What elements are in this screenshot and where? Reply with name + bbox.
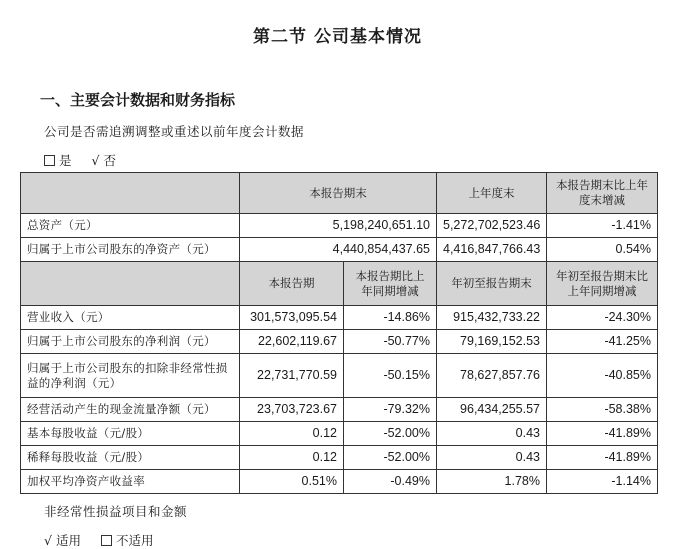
financial-data-table [20,172,658,494]
header-period-end: 本报告期末 [240,173,437,214]
row-label: 归属于上市公司股东的净利润（元） [21,330,240,354]
cell-value: -79.32% [344,398,437,422]
row-label: 加权平均净资产收益率 [21,470,240,494]
cell-value: -0.49% [344,470,437,494]
header-ytd: 年初至报告期末 [437,262,547,306]
cell-value: -52.00% [344,446,437,470]
header-period-change: 本报告期比上年同期增减 [344,262,437,306]
cell-value: -52.00% [344,422,437,446]
cell-value: 96,434,255.57 [437,398,547,422]
cell-value: 5,198,240,651.10 [240,214,437,238]
option-apply-label: 适用 [55,533,81,548]
cell-value: 78,627,857.76 [437,354,547,398]
table-header-row-2 [21,262,658,306]
cell-value: -41.25% [547,330,658,354]
table-row [21,306,658,330]
option-not-apply-label: 不适用 [115,533,154,548]
header-change-vs-prior-year-end: 本报告期末比上年度末增减 [547,173,658,214]
option-no-label: 否 [103,153,116,168]
cell-value: 0.12 [240,422,344,446]
cell-value: 915,432,733.22 [437,306,547,330]
table-header-row-1 [21,173,658,214]
table-row [21,214,658,238]
non-recurring-options [44,531,153,549]
header-blank-cell [21,262,240,306]
cell-value: 4,416,847,766.43 [437,238,547,262]
checkbox-empty-icon [101,535,112,546]
table-row [21,238,658,262]
check-mark-icon: √ [44,533,52,548]
header-blank-cell [21,173,240,214]
row-label: 基本每股收益（元/股） [21,422,240,446]
row-label: 归属于上市公司股东的扣除非经常性损益的净利润（元） [21,354,240,398]
cell-value: 301,573,095.54 [240,306,344,330]
table-row [21,398,658,422]
header-ytd-change: 年初至报告期末比上年同期增减 [547,262,658,306]
table-row [21,470,658,494]
checkbox-empty-icon [44,155,55,166]
restatement-options [44,151,116,169]
cell-value: 0.43 [437,446,547,470]
cell-value: -50.77% [344,330,437,354]
cell-value: 0.51% [240,470,344,494]
header-current-period: 本报告期 [240,262,344,306]
cell-value: -41.89% [547,446,658,470]
table-row [21,354,658,398]
cell-value: 23,703,723.67 [240,398,344,422]
check-mark-icon: √ [91,153,100,168]
row-label: 归属于上市公司股东的净资产（元） [21,238,240,262]
cell-value: -1.14% [547,470,658,494]
cell-value: 22,602,119.67 [240,330,344,354]
row-label: 营业收入（元） [21,306,240,330]
table-row [21,330,658,354]
row-label: 经营活动产生的现金流量净额（元） [21,398,240,422]
heading: 一、主要会计数据和财务指标 [40,91,236,109]
cell-value: -50.15% [344,354,437,398]
section-title: 第二节 公司基本情况 [253,27,422,47]
cell-value: 22,731,770.59 [240,354,344,398]
cell-value: 0.43 [437,422,547,446]
cell-value: -58.38% [547,398,658,422]
cell-value: 1.78% [437,470,547,494]
cell-value: -1.41% [547,214,658,238]
cell-value: -24.30% [547,306,658,330]
cell-value: 0.12 [240,446,344,470]
cell-value: -40.85% [547,354,658,398]
table-row [21,422,658,446]
non-recurring-items-heading: 非经常性损益项目和金额 [44,504,188,519]
cell-value: 4,440,854,437.65 [240,238,437,262]
restatement-question: 公司是否需追溯调整或重述以前年度会计数据 [44,124,305,139]
cell-value: 5,272,702,523.46 [437,214,547,238]
header-prior-year-end: 上年度末 [437,173,547,214]
cell-value: -14.86% [344,306,437,330]
row-label: 稀释每股收益（元/股） [21,446,240,470]
option-yes-label: 是 [59,153,72,168]
cell-value: 79,169,152.53 [437,330,547,354]
cell-value: -41.89% [547,422,658,446]
cell-value: 0.54% [547,238,658,262]
row-label: 总资产（元） [21,214,240,238]
table-row [21,446,658,470]
